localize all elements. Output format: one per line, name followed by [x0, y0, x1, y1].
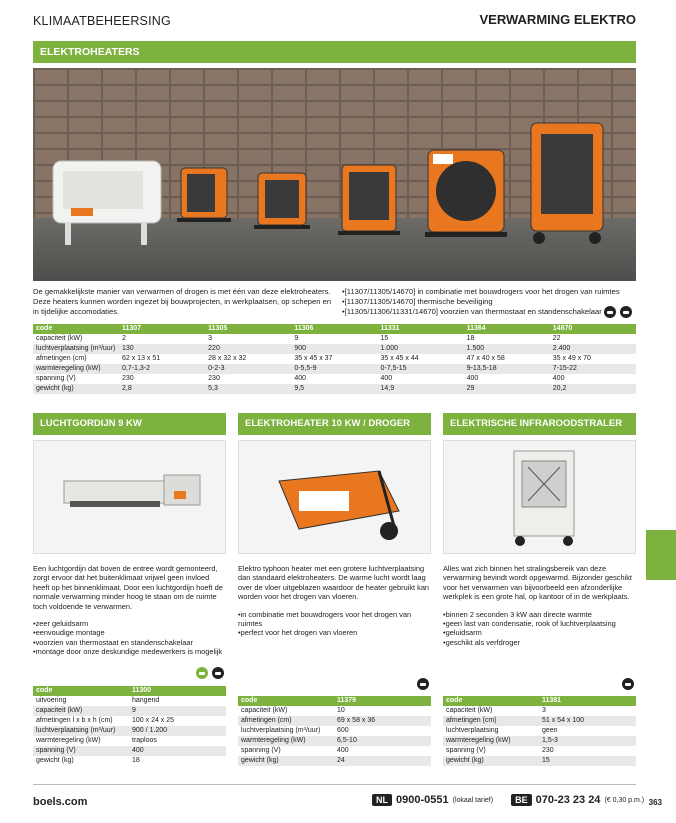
- table-cell: gewicht (kg): [33, 756, 129, 766]
- table-cell: uitvoering: [33, 696, 129, 706]
- thermostat-icon: [212, 667, 224, 679]
- intro-bullet: • [11305/11306/11331/14670] voorzien van thermostaat en standenschakelaar: [342, 307, 636, 317]
- table-cell: capaciteit (kW): [33, 706, 129, 716]
- table-header-row: [238, 696, 431, 706]
- table-cell: geen: [539, 726, 636, 736]
- table-cell: 400: [464, 374, 550, 384]
- table-row: [443, 746, 636, 756]
- table-cell: 230: [205, 374, 291, 384]
- table-cell: spanning (V): [33, 374, 119, 384]
- table-cell: 600: [334, 726, 431, 736]
- table-row: [33, 736, 226, 746]
- table-header-cell: 11331: [377, 324, 463, 334]
- table-cell: 14,9: [377, 384, 463, 394]
- table-cell: afmetingen (cm): [33, 354, 119, 364]
- nl-note: (lokaal tarief): [452, 796, 494, 804]
- table-cell: 7-15-22: [550, 364, 636, 374]
- product-infraroodstraler: [443, 413, 636, 647]
- table-cell: 220: [205, 344, 291, 354]
- category-label: KLIMAATBEHEERSING: [33, 14, 171, 28]
- table-row: [238, 726, 431, 736]
- installation-service-icon: [196, 667, 208, 679]
- table-cell: 400: [377, 374, 463, 384]
- product-bullet: • geen last van condensatie, rook of luchtverplaatsing: [443, 619, 636, 628]
- table-header-cell: 14670: [550, 324, 636, 334]
- table-cell: 10: [334, 706, 431, 716]
- table-cell: 29: [464, 384, 550, 394]
- be-phone: 070-23 23 24: [535, 794, 601, 806]
- heater-medium: [254, 173, 310, 229]
- intro-text: De gemakkelijkste manier van verwarmen of drogen is met één van deze elektroheaters. Deze heaters kunnen worden ingezet bij bouwprojecten, in werkplaatsen, op schepen en in tijdelijke accomodaties.: [33, 287, 332, 316]
- table-row: [238, 756, 431, 766]
- elektroheater-droger-table: [238, 696, 431, 766]
- be-note: (€ 0,30 p.m.): [604, 796, 645, 804]
- table-cell: 9: [291, 334, 377, 344]
- table-cell: 6,5-10: [334, 736, 431, 746]
- table-cell: afmetingen (cm): [238, 716, 334, 726]
- table-header-cell: 11364: [464, 324, 550, 334]
- table-row: [33, 706, 226, 716]
- product-description: Alles wat zich binnen het stralingsbereik van deze verwarming bevindt wordt opgewarmd. Bijzonder geschikt voor het verwarmen van bijvoorbeeld een afzonderlijke werkplek is een grote hal, op kantoor of in de werkplaats.: [443, 564, 632, 602]
- table-header-cell: code: [33, 324, 119, 334]
- table-cell: gewicht (kg): [443, 756, 539, 766]
- table-cell: 18: [464, 334, 550, 344]
- table-cell: warmteregeling (kW): [33, 736, 129, 746]
- table-cell: 1.000: [377, 344, 463, 354]
- table-cell: 0-5,5-9: [291, 364, 377, 374]
- page-number: 363: [648, 798, 662, 807]
- table-cell: 900 / 1.200: [129, 726, 226, 736]
- product-elektroheater-droger: [238, 413, 431, 638]
- table-cell: 2,8: [119, 384, 205, 394]
- table-cell: 400: [550, 374, 636, 384]
- table-cell: capaciteit (kW): [33, 334, 119, 344]
- product-title: ELEKTROHEATER 10 KW / DROGER: [238, 413, 431, 435]
- table-cell: luchtverplaatsing: [443, 726, 539, 736]
- product-photo: [33, 440, 226, 554]
- table-row: [443, 716, 636, 726]
- heater-small: [177, 168, 231, 222]
- table-cell: 28 x 32 x 32: [205, 354, 291, 364]
- product-photo: [443, 440, 636, 554]
- heater-large-round: [425, 150, 507, 237]
- table-row: [443, 736, 636, 746]
- heater-extra-large: [531, 123, 603, 244]
- product-bullets: [238, 610, 431, 638]
- table-cell: 35 x 49 x 70: [550, 354, 636, 364]
- product-bullet: • montage door onze deskundige medewerkers is mogelijk: [33, 647, 226, 656]
- nl-tag: NL: [372, 794, 392, 806]
- footer-contact: [372, 794, 644, 806]
- table-cell: 230: [119, 374, 205, 384]
- dryer-icon: [620, 306, 632, 318]
- elektroheaters-table: [33, 324, 636, 394]
- product-luchtgordijn: [33, 413, 226, 657]
- table-cell: traploos: [129, 736, 226, 746]
- table-cell: 9-13,5-18: [464, 364, 550, 374]
- table-row: [33, 354, 636, 364]
- table-cell: spanning (V): [443, 746, 539, 756]
- table-cell: 0-2-3: [205, 364, 291, 374]
- product-photo: [238, 440, 431, 554]
- table-row: [33, 364, 636, 374]
- table-cell: spanning (V): [33, 746, 129, 756]
- table-row: [33, 344, 636, 354]
- table-cell: 9: [129, 706, 226, 716]
- table-cell: warmteregeling (kW): [443, 736, 539, 746]
- table-header-row: [33, 324, 636, 334]
- table-cell: 400: [291, 374, 377, 384]
- table-cell: capaciteit (kW): [443, 706, 539, 716]
- convector-heater: [53, 161, 161, 245]
- product-bullet: • eenvoudige montage: [33, 628, 226, 637]
- table-cell: 1.500: [464, 344, 550, 354]
- table-header-cell: 11381: [539, 696, 636, 706]
- table-cell: 1,5-3: [539, 736, 636, 746]
- table-cell: spanning (V): [238, 746, 334, 756]
- product-bullet: • zeer geluidsarm: [33, 619, 226, 628]
- typhoon-heater-illustration: [239, 441, 430, 553]
- table-cell: 0-7,5-15: [377, 364, 463, 374]
- table-cell: 3: [205, 334, 291, 344]
- table-cell: 3: [539, 706, 636, 716]
- table-header-cell: 11379: [334, 696, 431, 706]
- table-cell: capaciteit (kW): [238, 706, 334, 716]
- table-cell: 18: [129, 756, 226, 766]
- table-cell: 15: [377, 334, 463, 344]
- table-cell: 22: [550, 334, 636, 344]
- air-curtain-illustration: [34, 441, 225, 553]
- table-row: [238, 746, 431, 756]
- table-cell: hangend: [129, 696, 226, 706]
- table-header-cell: 11306: [291, 324, 377, 334]
- table-row: [443, 706, 636, 716]
- table-cell: gewicht (kg): [238, 756, 334, 766]
- table-cell: gewicht (kg): [33, 384, 119, 394]
- product-title: ELEKTRISCHE INFRAROODSTRALER: [443, 413, 636, 435]
- table-cell: 62 x 13 x 51: [119, 354, 205, 364]
- table-row: [33, 716, 226, 726]
- table-cell: luchtverplaatsing (m³/uur): [33, 344, 119, 354]
- be-tag: BE: [511, 794, 532, 806]
- footer-divider: [33, 784, 636, 785]
- luchtgordijn-table: [33, 686, 226, 766]
- table-cell: luchtverplaatsing (m³/uur): [33, 726, 129, 736]
- thermostat-icon: [604, 306, 616, 318]
- table-header-row: [443, 696, 636, 706]
- table-header-cell: code: [238, 696, 334, 706]
- intro-bullet: • [11307/11305/14670] thermische beveiliging: [342, 297, 636, 307]
- hero-product-photo: [33, 68, 636, 281]
- table-row: [33, 746, 226, 756]
- table-cell: 24: [334, 756, 431, 766]
- product-description: Een luchtgordijn dat boven de entree wordt gemonteerd, zorgt ervoor dat het buitenklimaat vrijwel geen invloed heeft op het binnenklimaat. Door een luchtgordijn hoeft de normale verwarming minder hoog te staan om de ruimte toch voldoende te verwarmen.: [33, 564, 223, 611]
- table-cell: 400: [129, 746, 226, 756]
- table-cell: 35 x 45 x 44: [377, 354, 463, 364]
- product-bullets: [33, 619, 226, 657]
- table-row: [443, 726, 636, 736]
- product-bullet: • perfect voor het drogen van vloeren: [238, 628, 431, 637]
- product-bullet: • voorzien van thermostaat en standenschakelaar: [33, 638, 226, 647]
- table-cell: 400: [334, 746, 431, 756]
- product-bullet: • in combinatie met bouwdrogers voor het drogen van ruimtes: [238, 610, 431, 629]
- table-row: [238, 706, 431, 716]
- table-row: [33, 696, 226, 706]
- table-row: [238, 736, 431, 746]
- product-bullets: [443, 610, 636, 648]
- main-section-bar: ELEKTROHEATERS: [33, 41, 636, 63]
- table-cell: 35 x 45 x 37: [291, 354, 377, 364]
- table-cell: 15: [539, 756, 636, 766]
- intro-bullet: • [11307/11305/14670] in combinatie met bouwdrogers voor het drogen van ruimtes: [342, 287, 636, 297]
- nl-phone: 0900-0551: [396, 794, 449, 806]
- dryer-icon: [622, 678, 634, 690]
- table-row: [33, 726, 226, 736]
- table-row: [238, 716, 431, 726]
- table-cell: luchtverplaatsing (m³/uur): [238, 726, 334, 736]
- infraroodstraler-table: [443, 696, 636, 766]
- product-bullet: • geluidsarm: [443, 628, 636, 637]
- table-cell: 47 x 40 x 58: [464, 354, 550, 364]
- table-cell: 0,7-1,3-2: [119, 364, 205, 374]
- table-header-row: [33, 686, 226, 696]
- table-cell: 100 x 24 x 25: [129, 716, 226, 726]
- product-bullet: • geschikt als verfdroger: [443, 638, 636, 647]
- product-description: Elektro typhoon heater met een grotere luchtverplaatsing dan standaard elektroheaters. De warme lucht wordt laag over de vloer uitgeblazen waardoor de heater gebruikt kan worden voor het drogen van vloeren.: [238, 564, 430, 602]
- product-title: LUCHTGORDIJN 9 KW: [33, 413, 226, 435]
- table-cell: warmteregeling (kW): [238, 736, 334, 746]
- heater-medium-large: [338, 165, 400, 235]
- section-title: VERWARMING ELEKTRO: [479, 12, 636, 27]
- table-cell: 69 x 58 x 36: [334, 716, 431, 726]
- infrared-heater-illustration: [444, 441, 635, 553]
- table-cell: 5,3: [205, 384, 291, 394]
- table-header-cell: code: [33, 686, 129, 696]
- table-cell: warmteregeling (kW): [33, 364, 119, 374]
- table-cell: 230: [539, 746, 636, 756]
- table-cell: 9,5: [291, 384, 377, 394]
- table-header-cell: 11307: [119, 324, 205, 334]
- intro-bullets: [342, 287, 636, 317]
- table-cell: 2.400: [550, 344, 636, 354]
- heaters-illustration: [33, 68, 636, 281]
- table-cell: 2: [119, 334, 205, 344]
- product-bullet: • binnen 2 seconden 3 kW aan directe warmte: [443, 610, 636, 619]
- table-row: [33, 384, 636, 394]
- dryer-icon: [417, 678, 429, 690]
- footer-brand[interactable]: boels.com: [33, 796, 88, 808]
- table-header-cell: 11305: [205, 324, 291, 334]
- table-cell: 130: [119, 344, 205, 354]
- table-cell: afmetingen l x b x h (cm): [33, 716, 129, 726]
- table-header-cell: 11300: [129, 686, 226, 696]
- chapter-side-tab: [646, 530, 676, 580]
- table-header-cell: code: [443, 696, 539, 706]
- table-cell: 900: [291, 344, 377, 354]
- table-cell: afmetingen (cm): [443, 716, 539, 726]
- table-row: [33, 374, 636, 384]
- table-row: [33, 756, 226, 766]
- table-cell: 51 x 54 x 100: [539, 716, 636, 726]
- table-row: [443, 756, 636, 766]
- table-cell: 20,2: [550, 384, 636, 394]
- table-row: [33, 334, 636, 344]
